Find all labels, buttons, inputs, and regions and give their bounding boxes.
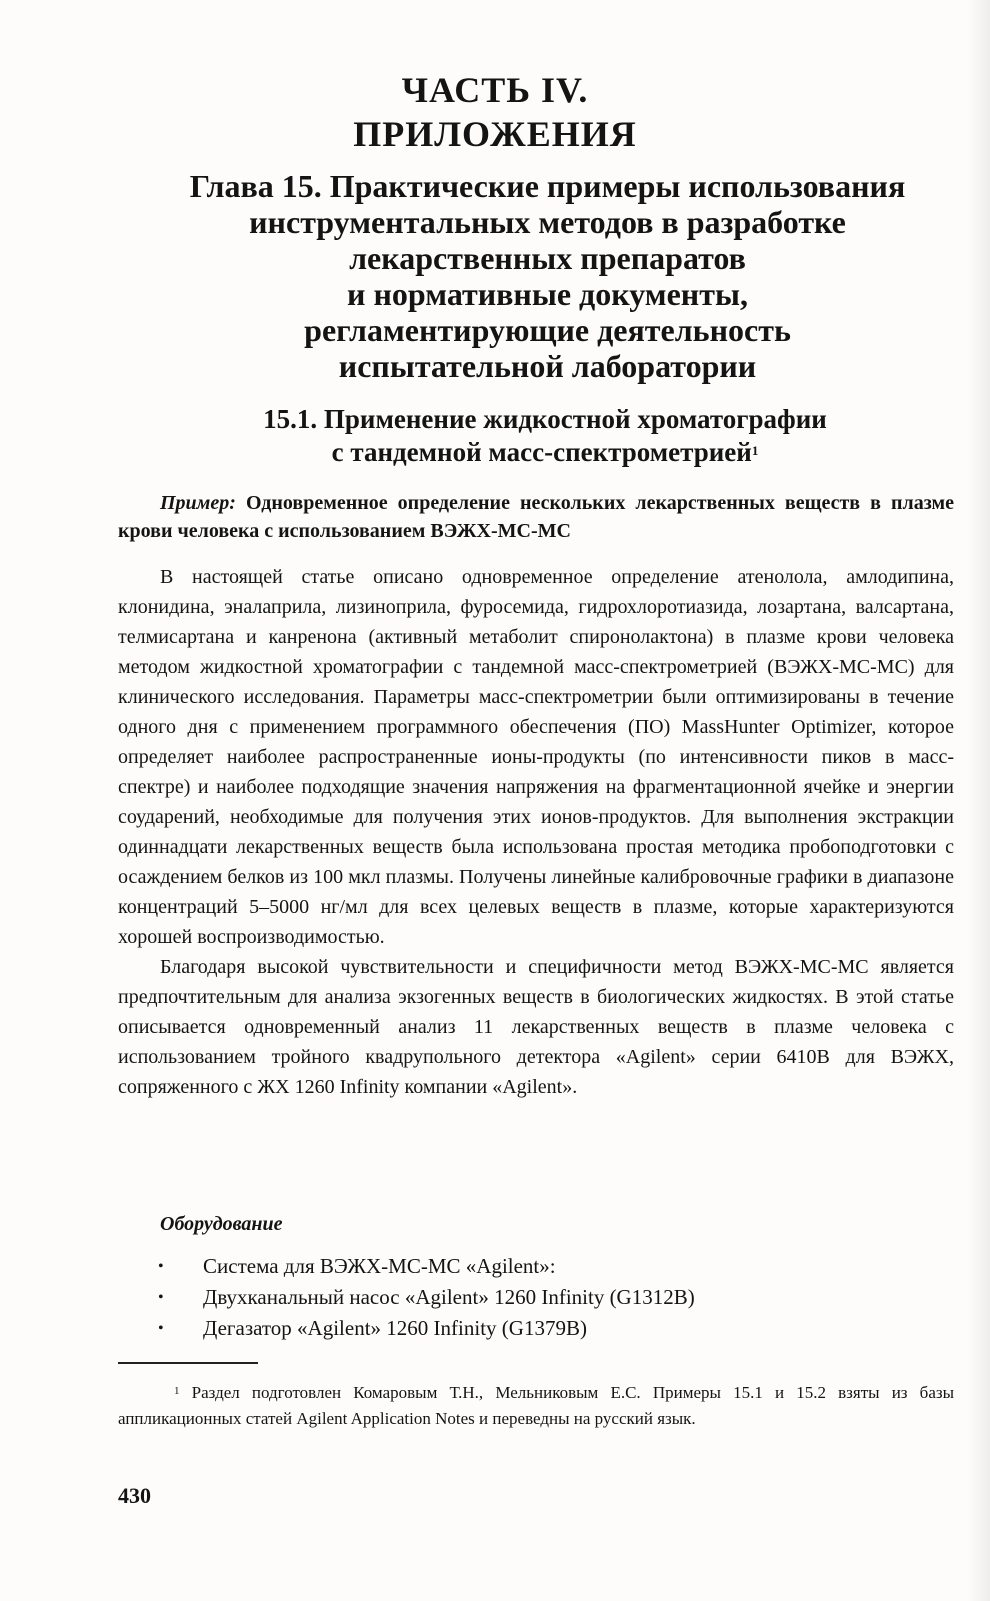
list-item-text: Система для ВЭЖХ-МС-МС «Agilent»:	[203, 1254, 556, 1278]
page-edge-shadow	[968, 0, 990, 1601]
chapter-title-line: и нормативные документы,	[347, 276, 748, 312]
chapter-title-line: испытательной лаборатории	[338, 348, 757, 384]
part-title	[0, 68, 990, 156]
chapter-title	[140, 168, 955, 384]
footnote-divider	[118, 1362, 258, 1364]
list-item	[118, 1251, 954, 1282]
body-text	[118, 562, 954, 1102]
list-item	[118, 1313, 954, 1344]
section-title-line-1: 15.1. Применение жидкостной хроматографии	[263, 404, 827, 434]
footnote	[118, 1380, 954, 1432]
footnote-mark: 1	[174, 1385, 180, 1397]
paragraph: Благодаря высокой чувствительности и специфичности метод ВЭЖХ-МС-МС является предпочтительным для анализа экзогенных веществ в биологических жидкостях. В этой статье описывается одновременный анализ 11 лекарственных веществ в плазме человека с использованием тройного квадрупольного детектора «Agilent» серии 6410В для ВЭЖХ, сопряженного с ЖХ 1260 Infinity компании «Agilent».	[118, 956, 954, 1098]
example-text: Одновременное определение нескольких лекарственных веществ в плазме крови человека с использованием ВЭЖХ-МС-МС	[118, 492, 955, 542]
equipment-list	[118, 1251, 954, 1344]
section-title	[200, 403, 890, 469]
paragraph: В настоящей статье описано одновременное определение атенолола, амлодипина, клонидина, эналаприла, лизиноприла, фуросемида, гидрохлоротиазида, лозартана, валсартана, телмисартана и канренона (активный метаболит спиронолактона) в плазме крови человека методом жидкостной хроматографии с тандемной масс-спектрометрией (ВЭЖХ-МС-МС) для клинического исследования. Параметры масс-спектрометрии были оптимизированы в течение одного дня с применением программного обеспечения (ПО) MassHunter Optimizer, которое определяет наиболее распространенные ионы-продукты (по интенсивности пиков в масс-спектре) и наиболее подходящие значения напряжения на фрагментационной ячейке и энергии соударений, необходимые для получения этих ионов-продуктов. Для выполнения экстракции одиннадцати лекарственных веществ была использована простая методика пробоподготовки с осаждением белков из 100 мкл плазмы. Получены линейные калибровочные графики в диапазоне концентраций 5–5000 нг/мл для всех целевых веществ в плазме, которые характеризуются хорошей воспроизводимостью.	[118, 566, 954, 948]
bullet-icon: •	[158, 1258, 164, 1275]
section-title-line-2-text: с тандемной масс-спектрометрией	[331, 437, 752, 467]
chapter-title-line: регламентирующие деятельность	[304, 312, 791, 348]
bullet-icon: •	[158, 1320, 164, 1337]
list-item	[118, 1282, 954, 1313]
example-lead: Пример:	[160, 492, 236, 514]
section-title-line-2	[200, 436, 890, 469]
chapter-title-line: Глава 15. Практические примеры использования	[189, 168, 906, 204]
bullet-icon: •	[158, 1289, 164, 1306]
page-number: 430	[118, 1483, 151, 1508]
list-item-text: Двухканальный насос «Agilent» 1260 Infinity (G1312B)	[203, 1285, 695, 1309]
footnote-reference[interactable]: 1	[751, 443, 759, 458]
chapter-title-line: лекарственных препаратов	[349, 240, 746, 276]
part-title-line-1: ЧАСТЬ IV.	[401, 70, 589, 110]
footnote-text: Раздел подготовлен Комаровым Т.Н., Мельниковым Е.С. Примеры 15.1 и 15.2 взяты из базы аппликационных статей Agilent Application Notes и переведны на русский язык.	[118, 1383, 954, 1428]
equipment-heading: Оборудование	[160, 1213, 283, 1235]
example-heading	[118, 489, 954, 545]
part-title-line-2: ПРИЛОЖЕНИЯ	[353, 114, 637, 154]
list-item-text: Дегазатор «Agilent» 1260 Infinity (G1379B)	[203, 1316, 587, 1340]
chapter-title-line: инструментальных методов в разработке	[249, 204, 846, 240]
